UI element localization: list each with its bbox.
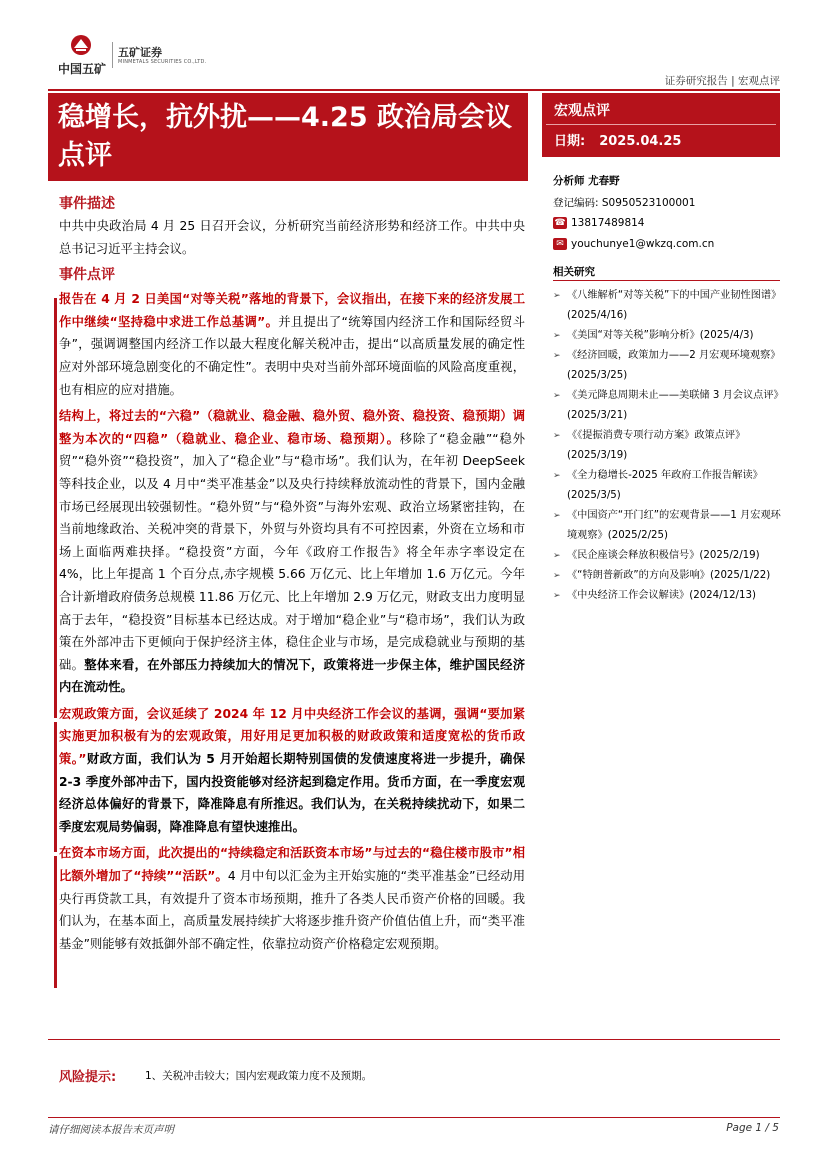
paragraph-capital-market [59, 842, 525, 955]
related-research-item[interactable]: ➢ 《经济回暖，政策加力——2 月宏观环境观察》(2025/3/25) [553, 346, 785, 386]
arrow-icon: ➢ [553, 291, 561, 301]
arrow-icon: ➢ [553, 591, 561, 601]
main-content [59, 193, 525, 955]
paragraph-highlight: 结构上，将过去的“六稳”（稳就业、稳金融、稳外贸、稳外资、稳投资、稳预期）调整为本次的“四稳”（稳就业、稳企业、稳市场、稳预期）。 [59, 409, 525, 446]
emphasis-bar [54, 388, 57, 718]
email-icon: ✉ [553, 238, 567, 250]
arrow-icon: ➢ [553, 571, 561, 581]
footer-disclaimer: 请仔细阅读本报告末页声明 [48, 1124, 174, 1136]
company-logo [54, 34, 207, 84]
report-category: 证券研究报告 | 宏观点评 [664, 75, 780, 87]
paragraph-conclusion: 整体来看，在外部压力持续加大的情况下，政策将进一步保主体，维护国民经济内在流动性。 [59, 657, 525, 695]
emphasis-bar [54, 298, 57, 388]
paragraph-body: 并且提出了“统筹国内经济工作和国际经贸斗争”，强调调整国内经济工作以最大程度化解关税冲击，提出“以高质量发展的确定性应对外部环境急剧变化的不确定性”。表明中央对当前外部环境面临的风险高度重视，也有相应的应对措施。 [59, 314, 526, 397]
arrow-icon: ➢ [553, 351, 561, 361]
info-divider [546, 124, 776, 125]
logo-divider [112, 42, 113, 68]
section-heading-event: 事件描述 [59, 196, 115, 212]
arrow-icon: ➢ [553, 551, 561, 561]
title-banner [48, 93, 528, 181]
arrow-icon: ➢ [553, 391, 561, 401]
related-research-item[interactable]: ➢ 《中央经济工作会议解读》(2024/12/13) [553, 586, 785, 606]
related-research-item[interactable]: ➢ 《中国资产“开门红”的宏观背景——1 月宏观环境观察》(2025/2/25) [553, 506, 785, 546]
date-value: 2025.04.25 [599, 134, 682, 149]
date-label: 日期: [554, 134, 586, 149]
risk-label: 风险提示: [59, 1070, 117, 1085]
analyst-phone [553, 217, 645, 229]
report-date [554, 130, 681, 149]
related-research-item[interactable]: ➢ 《民企座谈会释放积极信号》(2025/2/19) [553, 546, 785, 566]
arrow-icon: ➢ [553, 471, 561, 481]
related-research-item[interactable]: ➢ 《美元降息周期未止——美联储 3 月会议点评》(2025/3/21) [553, 386, 785, 426]
report-info-box [542, 93, 780, 157]
arrow-icon: ➢ [553, 511, 561, 521]
analyst-registration: 登记编码: S0950523100001 [553, 197, 696, 209]
paragraph-body: 移除了“稳金融”“稳外贸”“稳外资”“稳投资”，加入了“稳企业”与“稳市场”。我们认为，在年初 DeepSeek 等科技企业，以及 4 月中“类平准基金”以及央行持续释放流动性的背景下，国内金融市场已经展现出较强韧性。“稳外贸”与“稳外资”与海外宏观、政治立场紧密挂钩，在当前地缘政治、关税冲突的背景下，外贸与外资均具有不可控因素，外资在立场和市场上面临两难抉择。“稳投资”方面，今年《政府工作报告》将全年赤字率设定在 4%，比上年提高 1 个百分点,赤字规模 5.66 万亿元、比上年增加 1.6 万亿元。今年合计新增政府债务总规模 11.86 万亿元、比上年增加 2.9 万亿元，财政支出力度明显高于去年，“稳投资”目标基本已经达成。对于增加“稳企业”与“稳市场”，我们认为政策在外部冲击下更倾向于保护经济主体，稳住企业与市场，是完成稳就业与预期的基础。 [59, 431, 525, 672]
risk-divider [48, 1039, 780, 1040]
related-research-item[interactable]: ➢ 《美国“对等关税”影响分析》(2025/4/3) [553, 326, 785, 346]
section-heading-comment: 事件点评 [59, 267, 115, 284]
logo-company-name-en: MINMETALS SECURITIES CO.,LTD. [118, 59, 207, 65]
paragraph-highlight: 在资本市场方面，此次提出的“持续稳定和活跃资本市场”与过去的“稳住楼市股市”相比额外增加了“持续”“活跃”。 [59, 846, 525, 884]
related-research-item[interactable]: ➢ 《全力稳增长-2025 年政府工作报告解读》(2025/3/5) [553, 466, 785, 506]
paragraph-tariff-background [59, 288, 525, 401]
related-research-item[interactable]: ➢ 《“特朗普新政”的方向及影响》(2025/1/22) [553, 566, 785, 586]
page-number: Page 1 / 5 [726, 1122, 779, 1134]
emphasis-bar [54, 856, 57, 988]
report-type: 宏观点评 [554, 103, 610, 119]
paragraph-highlight: 宏观政策方面，会议延续了 2024 年 12 月中央经济工作会议的基调，强调“要加紧实施更加积极有为的宏观政策，用好用足更加积极的财政政策和适度宽松的货币政策。” [59, 706, 525, 767]
related-research-divider [553, 280, 780, 281]
arrow-icon: ➢ [553, 431, 561, 441]
phone-icon: ☎ [554, 218, 566, 228]
analyst-name: 分析师 尤春野 [553, 175, 620, 187]
analyst-email [553, 238, 714, 250]
minmetals-logo-icon [70, 34, 92, 56]
arrow-icon: ➢ [553, 331, 561, 341]
related-research-item[interactable]: ➢ 《《提振消费专项行动方案》政策点评》(2025/3/19) [553, 426, 785, 466]
logo-text-cn: 中国五矿 [58, 62, 107, 76]
paragraph-macro-policy [59, 703, 525, 839]
risk-text: 1、关税冲击较大；国内宏观政策力度不及预期。 [145, 1070, 373, 1082]
event-description: 中共中央政治局 4 月 25 日召开会议，分析研究当前经济形势和经济工作。中共中央总书记习近平主持会议。 [59, 219, 525, 256]
logo-company-name: 五矿证券 [118, 46, 162, 59]
phone-number: 13817489814 [571, 217, 645, 229]
paragraph-body: 4 月中旬以汇金为主开始实施的“类平准基金”已经动用央行再贷款工具，有效提升了资本市场预期，推升了各类人民币资产价格的回暖。我们认为，在基本面上，高质量发展持续扩大将逐步推升资产价值估值上升，而“类平准基金”则能够有效抵御外部不确定性，依靠拉动资产价格稳定宏观预期。 [59, 869, 525, 951]
related-research-heading: 相关研究 [553, 266, 595, 278]
email-address[interactable]: youchunye1@wkzq.com.cn [571, 238, 715, 250]
paragraph-structure [59, 405, 525, 699]
page-title: 稳增长，抗外扰——4.25 政治局会议点评 [58, 102, 513, 171]
footer-divider [48, 1117, 780, 1118]
emphasis-bar [54, 722, 57, 852]
related-research-item[interactable]: ➢ 《八维解析“对等关税”下的中国产业韧性图谱》(2025/4/16) [553, 286, 785, 326]
paragraph-highlight: 报告在 4 月 2 日美国“对等关税”落地的背景下，会议指出，在接下来的经济发展工作中继续“坚持稳中求进工作总基调”。 [59, 292, 525, 329]
related-research-list [553, 286, 785, 606]
paragraph-conclusion: 财政方面，我们认为 5 月开始超长期特别国债的发债速度将进一步提升，确保 2-3 季度外部冲击下，国内投资能够对经济起到稳定作用。货币方面，在一季度宏观经济总体偏好的背景下，降准降息有所推迟。我们认为，在关税持续扰动下，如果二季度宏观局势偏弱，降准降息有望快速推出。 [59, 752, 525, 834]
header-divider [48, 89, 780, 91]
